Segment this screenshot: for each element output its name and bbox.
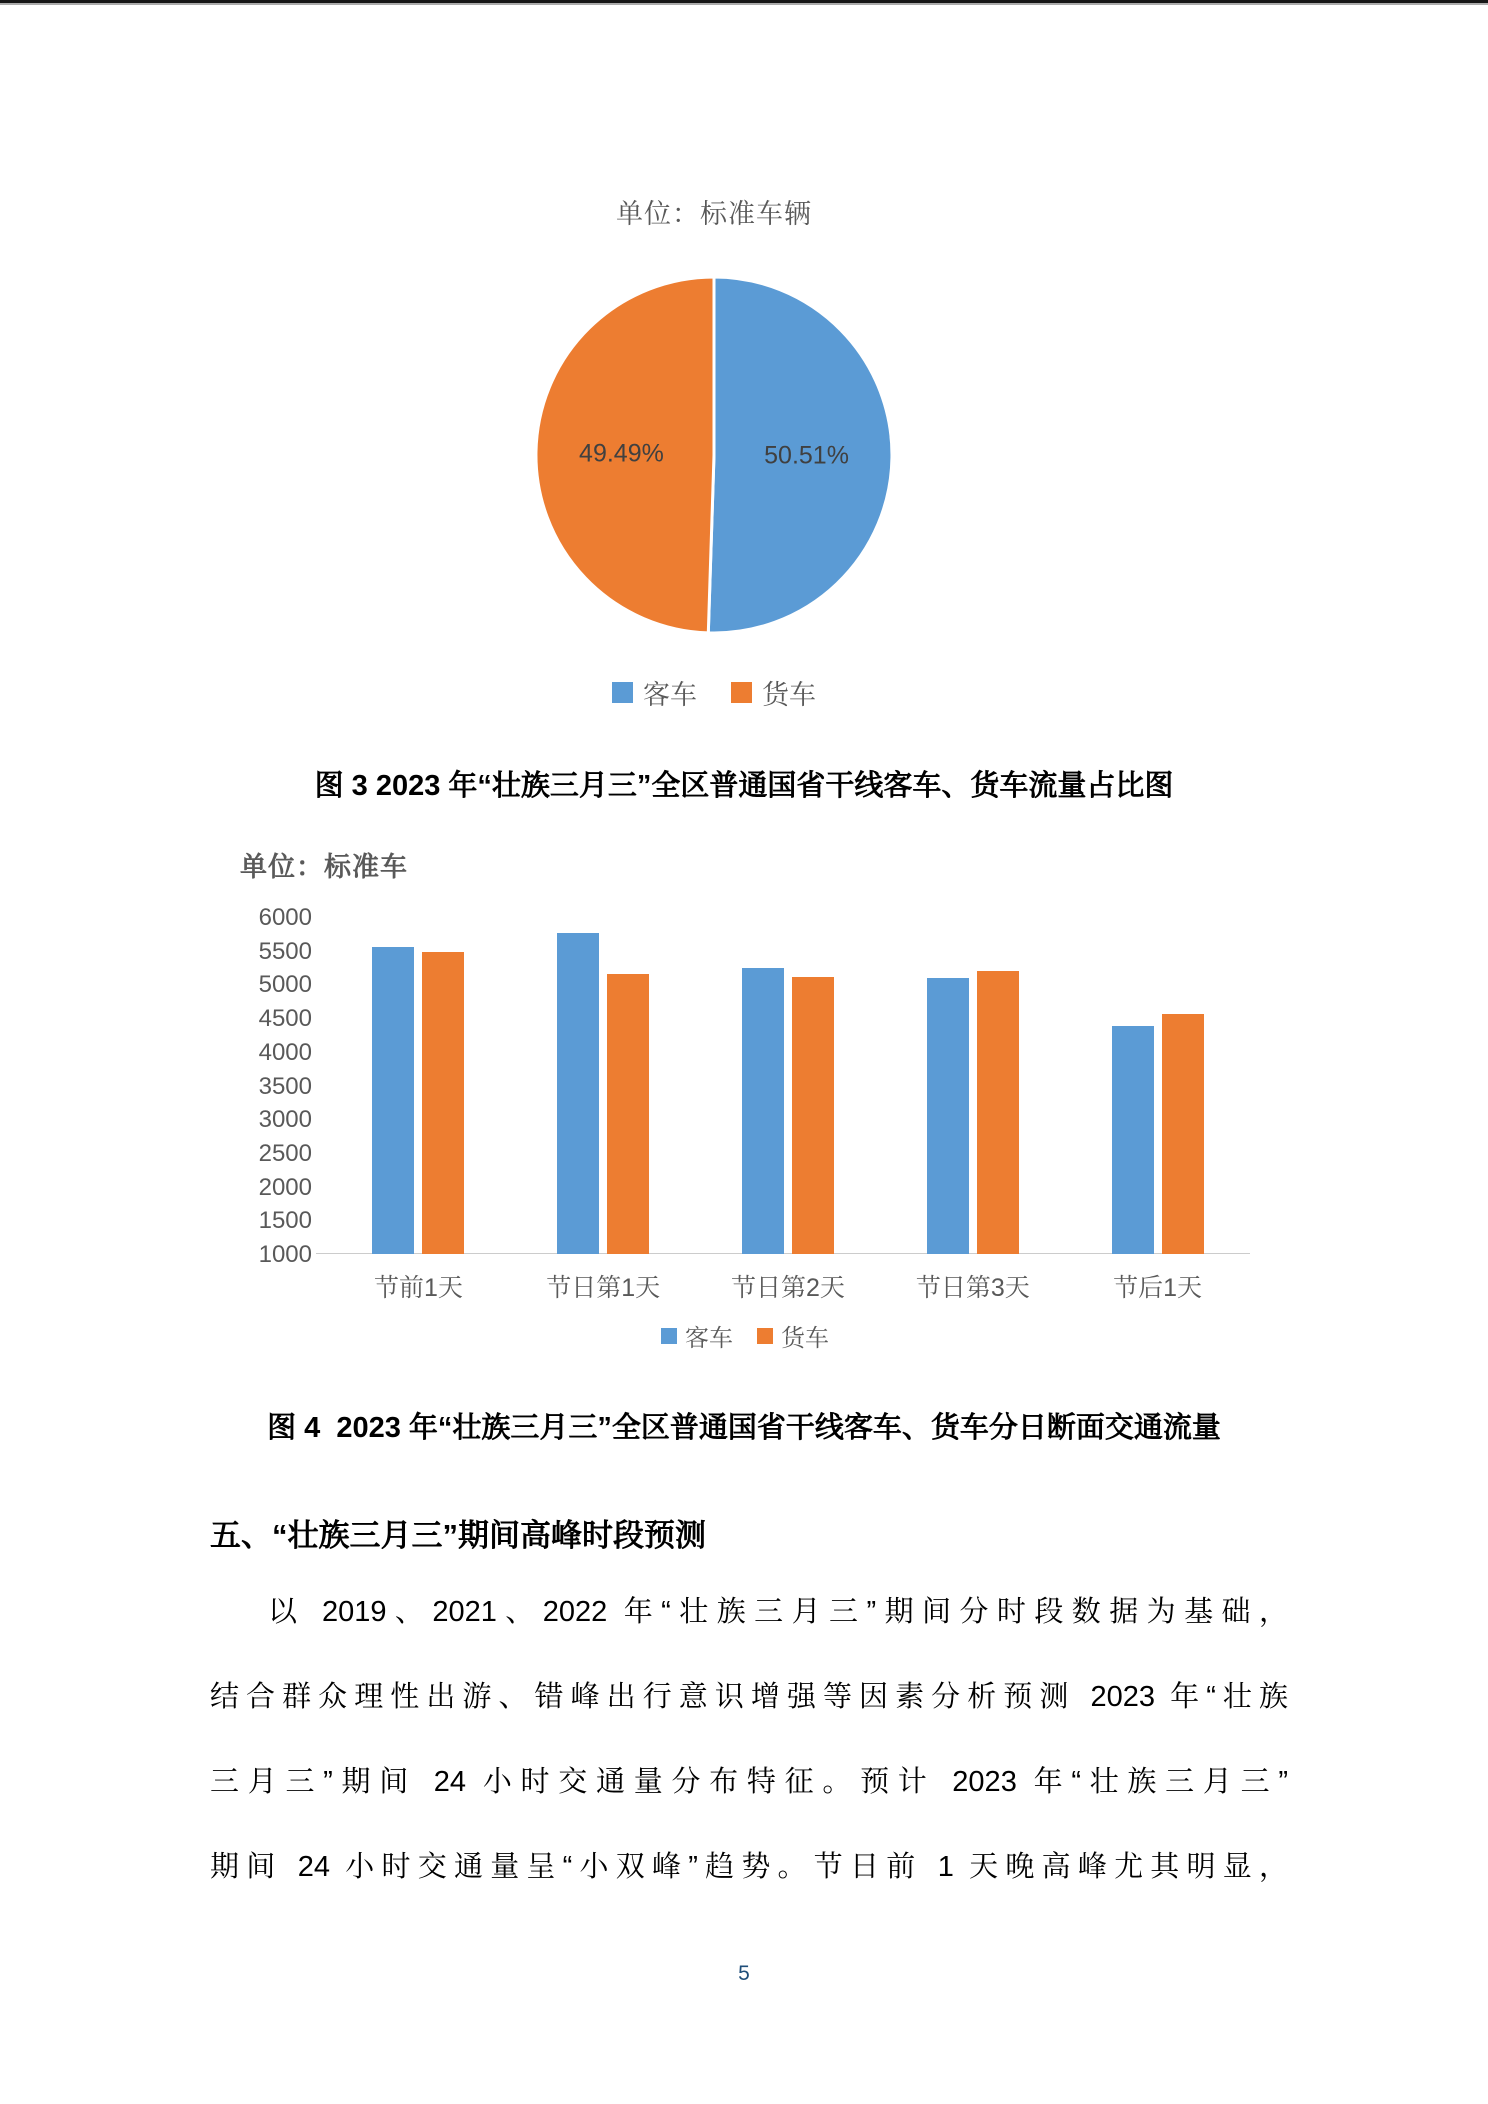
- bar-货车-节前1天: [422, 952, 464, 1254]
- legend-label: 货车: [781, 1325, 829, 1352]
- paragraph-line: 以 2019、2021、2022 年“壮族三月三”期间分时段数据为基础，: [268, 1596, 1288, 1628]
- bar-group-节后1天: [1112, 917, 1204, 1302]
- y-axis-tick: 4500: [258, 1005, 312, 1033]
- pie-plot: [534, 275, 894, 635]
- section-heading: 五、“壮族三月三”期间高峰时段预测: [210, 1517, 706, 1553]
- legend-item-客车: [661, 1318, 733, 1353]
- bar-group-节日第2天: [731, 917, 845, 1302]
- pie-legend: [364, 673, 1064, 712]
- bar-group-节日第3天: [915, 917, 1030, 1302]
- category-label: 节前1天: [373, 1274, 463, 1302]
- figure4-caption: 图 4 2023 年“壮族三月三”全区普通国省干线客车、货车分日断面交通流量: [267, 1412, 1221, 1444]
- bar-货车-节日第2天: [792, 977, 834, 1254]
- paragraph-line: 期间 24 小时交通量呈“小双峰”趋势。节日前 1 天晚高峰尤其明显，: [210, 1851, 1288, 1883]
- category-label: 节日第3天: [915, 1274, 1030, 1302]
- body-paragraph: [210, 1570, 1288, 1910]
- legend-swatch: [612, 682, 633, 703]
- bar-货车-节日第1天: [607, 974, 649, 1254]
- y-axis-tick: 2500: [258, 1139, 312, 1167]
- legend-swatch: [731, 682, 752, 703]
- bar-plot-area: [326, 917, 1250, 1302]
- y-axis-tick: 1000: [258, 1241, 312, 1268]
- page-number: 5: [738, 1962, 750, 1985]
- y-axis-tick: 6000: [258, 904, 312, 931]
- figure3-caption: 图 3 2023 年“壮族三月三”全区普通国省干线客车、货车流量占比图: [314, 770, 1174, 802]
- bar-客车-节日第2天: [742, 968, 784, 1254]
- y-axis-tick: 5500: [258, 937, 312, 965]
- category-label: 节日第1天: [546, 1274, 661, 1302]
- legend-label: 客车: [685, 1325, 733, 1352]
- category-label: 节后1天: [1113, 1274, 1203, 1302]
- pie-value-label: 50.51%: [764, 441, 849, 470]
- bar-chart-unit-title: 单位：标准车: [240, 852, 408, 882]
- bar-货车-节日第3天: [977, 971, 1019, 1254]
- y-axis-tick: 5000: [258, 971, 312, 999]
- y-axis-tick: 1500: [258, 1207, 312, 1235]
- bar-group-节日第1天: [546, 917, 661, 1302]
- legend-item-货车: [757, 1318, 829, 1353]
- bar-group-节前1天: [372, 917, 464, 1302]
- paragraph-line: 结合群众理性出游、错峰出行意识增强等因素分析预测 2023 年“壮族: [210, 1681, 1288, 1713]
- bar-plot: [240, 904, 1250, 1302]
- legend-label: 客车: [643, 680, 697, 710]
- y-axis-tick: 2000: [258, 1173, 312, 1201]
- bar-客车-节日第1天: [557, 933, 599, 1255]
- bar-客车-节前1天: [372, 947, 414, 1254]
- pie-chart-figure3: [364, 192, 1064, 712]
- page-top-border: [0, 0, 1488, 5]
- legend-item-客车: [612, 673, 697, 712]
- legend-swatch: [757, 1328, 773, 1344]
- bar-货车-节后1天: [1162, 1014, 1204, 1254]
- y-axis-tick: 3000: [258, 1106, 312, 1134]
- pie-value-label: 49.49%: [579, 439, 664, 468]
- legend-label: 货车: [762, 680, 816, 710]
- bar-客车-节日第3天: [927, 978, 969, 1254]
- bar-legend: [240, 1318, 1250, 1353]
- bar-客车-节后1天: [1112, 1026, 1154, 1255]
- legend-item-货车: [731, 673, 816, 712]
- pie-chart-unit-title: 单位：标准车辆: [616, 199, 812, 229]
- bar-y-axis: [240, 904, 312, 1268]
- paragraph-line: 三月三”期间 24 小时交通量分布特征。预计 2023 年“壮族三月三”: [210, 1766, 1288, 1798]
- category-label: 节日第2天: [731, 1274, 845, 1302]
- y-axis-tick: 3500: [258, 1072, 312, 1100]
- y-axis-tick: 4000: [258, 1038, 312, 1066]
- legend-swatch: [661, 1328, 677, 1344]
- bar-chart-figure4: [240, 845, 1250, 1353]
